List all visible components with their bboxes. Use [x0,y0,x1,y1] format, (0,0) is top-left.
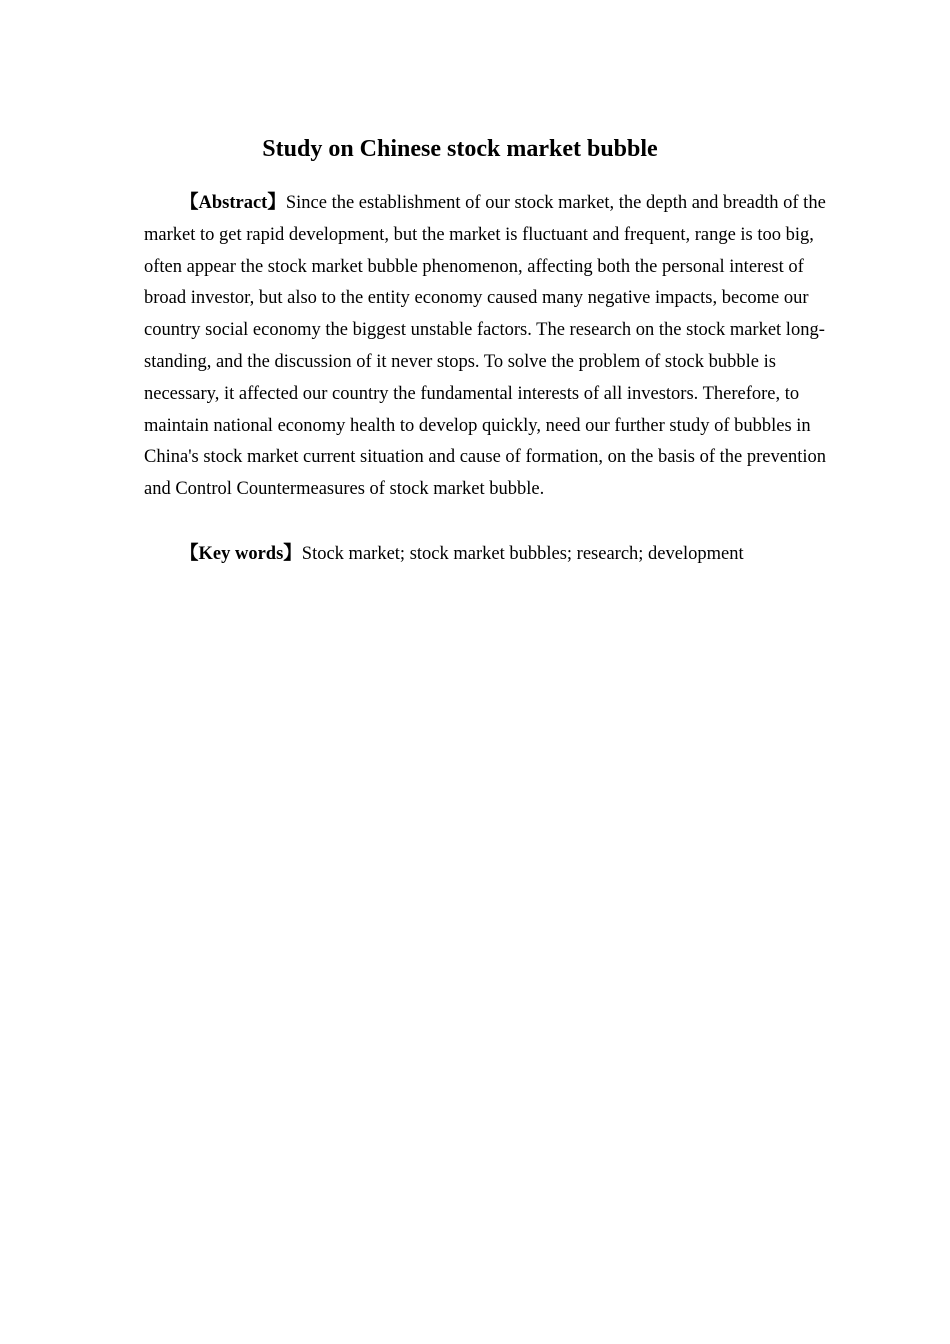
abstract-text: Since the establishment of our stock market, the depth and breadth of the market to get rapid development, but the market is fluctuant and frequent, range is too big, often appear the stock market bubble phenomenon, affecting both the personal interest of broad investor, but also to the entity economy caused many negative impacts, become our country social economy the biggest unstable factors. The research on the stock market long-standing, and the discussion of it never stops. To solve the problem of stock bubble is necessary, it affected our country the fundamental interests of all investors. Therefore, to maintain national economy health to develop quickly, need our further study of bubbles in China's stock market current situation and cause of formation, on the basis of the prevention and Control Countermeasures of stock market bubble. [144,193,826,500]
page-title: Study on Chinese stock market bubble [262,136,658,162]
keywords-text: Stock market; stock market bubbles; research; development [301,544,744,564]
keywords-label: 【Key words】 [180,544,302,564]
abstract-paragraph [144,188,839,506]
keywords-paragraph [144,539,839,571]
abstract-label: 【Abstract】 [180,193,286,213]
